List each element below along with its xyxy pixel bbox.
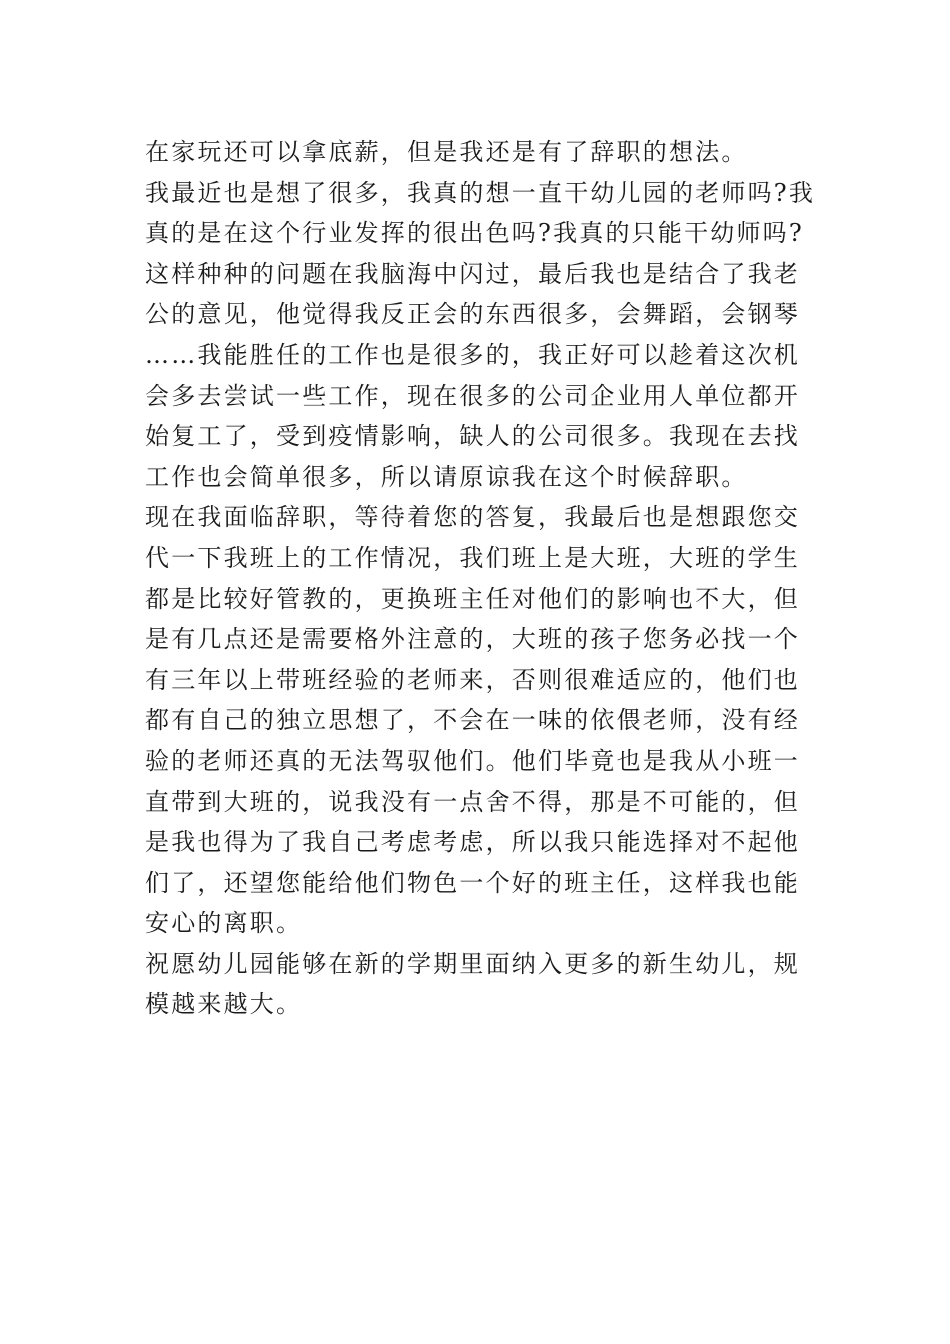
paragraph-1 [145,132,810,173]
paragraph-4 [145,944,810,1025]
text-line: 有三年以上带班经验的老师来，否则很难适应的，他们也 [145,665,800,694]
text-line: 直带到大班的，说我没有一点舍不得，那是不可能的，但 [145,787,800,816]
text-line: 这样种种的问题在我脑海中闪过，最后我也是结合了我老 [145,259,800,288]
paragraph-3 [145,497,810,944]
document-body [145,132,816,1025]
text-line: 公的意见，他觉得我反正会的东西很多，会舞蹈，会钢琴 [145,300,800,329]
text-line: ……我能胜任的工作也是很多的，我正好可以趁着这次机 [145,340,800,369]
text-line: 都是比较好管教的，更换班主任对他们的影响也不大，但 [145,584,800,613]
text-line: 始复工了，受到疫情影响，缺人的公司很多。我现在去找 [145,422,800,451]
text-line: 会多去尝试一些工作，现在很多的公司企业用人单位都开 [145,381,800,410]
text-line: 是有几点还是需要格外注意的，大班的孩子您务必找一个 [145,625,800,654]
text-line: 工作也会简单很多，所以请原谅我在这个时候辞职。 [145,462,748,491]
text-line: 都有自己的独立思想了，不会在一味的依偎老师，没有经 [145,706,800,735]
text-line: 代一下我班上的工作情况，我们班上是大班，大班的学生 [145,543,800,572]
text-line: 真的是在这个行业发挥的很出色吗?我真的只能干幼师吗? [145,219,804,248]
text-line: 我最近也是想了很多，我真的想一直干幼儿园的老师吗?我 [145,178,816,207]
text-line: 在家玩还可以拿底薪，但是我还是有了辞职的想法。 [145,138,748,166]
text-line: 现在我面临辞职，等待着您的答复，我最后也是想跟您交 [145,503,800,532]
text-line: 安心的离职。 [145,909,303,938]
text-line: 验的老师还真的无法驾驭他们。他们毕竟也是我从小班一 [145,746,800,775]
text-line: 们了，还望您能给他们物色一个好的班主任，这样我也能 [145,868,800,897]
text-line: 是我也得为了我自己考虑考虑，所以我只能选择对不起他 [145,828,800,857]
paragraph-2 [145,173,816,498]
text-line: 模越来越大。 [145,990,303,1019]
text-line: 祝愿幼儿园能够在新的学期里面纳入更多的新生幼儿，规 [145,949,800,978]
